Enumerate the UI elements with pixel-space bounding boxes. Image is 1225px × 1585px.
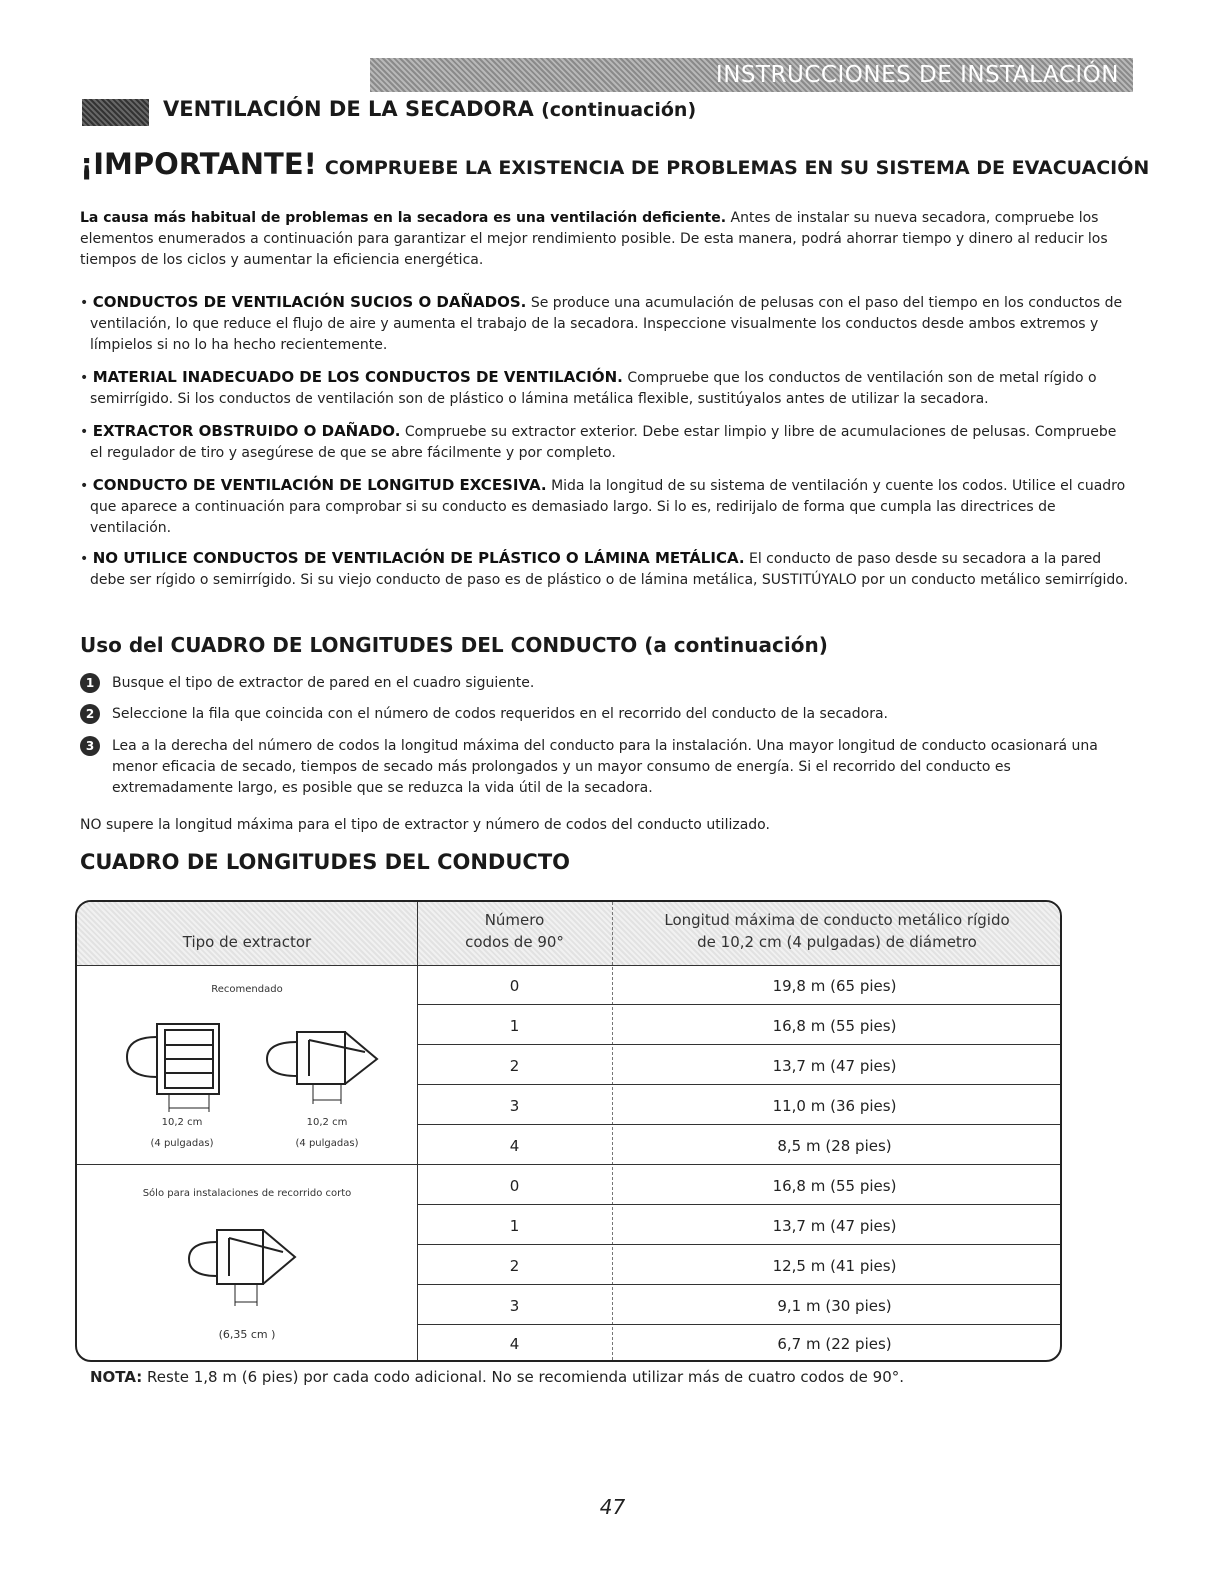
note-label: NOTA: <box>90 1368 143 1386</box>
short-run-hood-icon <box>177 1214 327 1314</box>
step-item <box>80 736 1100 799</box>
bullet-text: Se produce una acumulación de pelusas con el paso del tiempo en los conductos de ventilación, lo que reduce el flujo de aire y aumenta el trabajo de la secadora. Inspeccione visualmente los conductos desde ambos extremos y límpielos si no lo ha hecho recientemente. <box>90 295 1123 353</box>
header-divider <box>77 965 1060 966</box>
col-header-length-a: Longitud máxima de conducto metálico rígido <box>664 911 1010 929</box>
length-cell: 12,5 m (41 pies) <box>772 1257 897 1275</box>
elbows-cell: 2 <box>509 1257 520 1275</box>
length-cell: 13,7 m (47 pies) <box>772 1057 897 1075</box>
chart-title: CUADRO DE LONGITUDES DEL CONDUCTO <box>80 850 571 874</box>
step-text: Lea a la derecha del número de codos la longitud máxima del conducto para la instalación. Una mayor longitud de conducto ocasionará una menor eficacia de secado, tiempos de secado más prolongados y un mayor consumo de energía. Si el recorrido del conducto es extremadamente largo, es posible que se reduzca la vida útil de la secadora. <box>112 738 1098 796</box>
length-cell: 13,7 m (47 pies) <box>772 1217 897 1235</box>
note <box>90 1368 904 1386</box>
intro-text: Antes de instalar su nueva secadora, compruebe los elementos enumerados a continuación para garantizar el mejor rendimiento posible. De esta manera, podrá ahorrar tiempo y dinero al reducir los tiempos de los ciclos y aumentar la eficiencia energética. <box>80 210 1108 268</box>
dim-label: (4 pulgadas) <box>295 1138 359 1149</box>
section-marker <box>82 99 149 126</box>
row-divider <box>417 1084 1062 1085</box>
bullet-head: EXTRACTOR OBSTRUIDO O DAÑADO. <box>92 422 401 440</box>
louvered-hood-icon <box>117 1012 397 1132</box>
section-title-text: VENTILACIÓN DE LA SECADORA <box>163 97 534 121</box>
dim-label: (4 pulgadas) <box>150 1138 214 1149</box>
bullet-item: • CONDUCTO DE VENTILACIÓN DE LONGITUD EXCESIVA. Mida la longitud de su sistema de ventilación y cuente los codos. Utilice el cuadro que aparece a continuación para comprobar si su conducto es demasiado largo. Si lo es, redirijalo de forma que cumpla las directrices de ventilación. <box>80 476 1126 536</box>
elbows-cell: 4 <box>509 1137 520 1155</box>
section-title <box>163 97 696 121</box>
col-header-elbows-a: Número <box>484 911 545 929</box>
bullet-item: • NO UTILICE CONDUCTOS DE VENTILACIÓN DE PLÁSTICO O LÁMINA METÁLICA. El conducto de paso desde su secadora a la pared debe ser rígido o semirrígido. Si su viejo conducto de paso es de plástico o de lámina metálica, SUSTITÚYALO por un conducto metálico semirrígido. <box>80 549 1129 588</box>
length-cell: 16,8 m (55 pies) <box>772 1017 897 1035</box>
uso-title: Uso del CUADRO DE LONGITUDES DEL CONDUCTO <box>80 633 638 657</box>
intro-bold: La causa más habitual de problemas en la secadora es una ventilación deficiente. <box>80 210 727 226</box>
column-divider <box>417 902 418 1360</box>
intro-paragraph <box>80 208 1130 271</box>
page-number: 47 <box>599 1495 626 1519</box>
step-text: Seleccione la fila que coincida con el número de codos requeridos en el recorrido del conducto de la secadora. <box>112 706 888 722</box>
row-divider <box>417 1004 1062 1005</box>
length-cell: 8,5 m (28 pies) <box>777 1137 892 1155</box>
length-cell: 6,7 m (22 pies) <box>777 1335 892 1353</box>
dim-label: 10,2 cm <box>161 1117 203 1128</box>
step-number: 2 <box>80 704 100 724</box>
bullet-head: CONDUCTO DE VENTILACIÓN DE LONGITUD EXCESIVA. <box>92 476 547 494</box>
bullet-text: El conducto de paso desde su secadora a la pared debe ser rígido o semirrígido. Si su viejo conducto de paso es de plástico o de lámina metálica, SUSTITÚYALO por un conducto metálico semirrígido. <box>90 551 1129 588</box>
bullet-text: Mida la longitud de su sistema de ventilación y cuente los codos. Utilice el cuadro que aparece a continuación para comprobar si su conducto es demasiado largo. Si lo es, redirijalo de forma que cumpla las directrices de ventilación. <box>90 478 1126 536</box>
bullet-text: Compruebe su extractor exterior. Debe estar limpio y libre de acumulaciones de pelusas. Compruebe el regulador de tiro y asegúrese de que se abre fácilmente y por completo. <box>90 424 1117 461</box>
important-label: ¡IMPORTANTE! <box>80 147 317 181</box>
note-text: Reste 1,8 m (6 pies) por cada codo adicional. No se recomienda utilizar más de cuatro codos de 90°. <box>147 1368 905 1386</box>
bullet-item: • EXTRACTOR OBSTRUIDO O DAÑADO. Compruebe su extractor exterior. Debe estar limpio y libre de acumulaciones de pelusas. Compruebe el regulador de tiro y asegúrese de que se abre fácilmente y por completo. <box>80 422 1117 461</box>
col-header-type: Tipo de extractor <box>182 933 312 951</box>
bullet-head: NO UTILICE CONDUCTOS DE VENTILACIÓN DE PLÁSTICO O LÁMINA METÁLICA. <box>92 549 745 567</box>
row-divider <box>417 1124 1062 1125</box>
uso-heading <box>80 633 828 657</box>
length-cell: 16,8 m (55 pies) <box>772 1177 897 1195</box>
dim-label: (6,35 cm ) <box>218 1328 276 1341</box>
row-divider <box>417 1324 1062 1325</box>
elbows-cell: 0 <box>509 977 520 995</box>
elbows-cell: 2 <box>509 1057 520 1075</box>
length-cell: 19,8 m (65 pies) <box>772 977 897 995</box>
important-heading <box>80 147 1149 181</box>
dim-label: 10,2 cm <box>306 1117 348 1128</box>
duct-length-table <box>75 900 1062 1362</box>
section-title-cont: (continuación) <box>541 99 697 121</box>
row-divider <box>417 1204 1062 1205</box>
group2-label: Sólo para instalaciones de recorrido corto <box>142 1188 352 1199</box>
column-divider <box>612 902 613 1360</box>
warning-text: NO supere la longitud máxima para el tipo de extractor y número de codos del conducto utilizado. <box>80 817 770 833</box>
elbows-cell: 3 <box>509 1297 520 1315</box>
group1-label: Recomendado <box>211 984 283 995</box>
length-cell: 11,0 m (36 pies) <box>772 1097 897 1115</box>
elbows-cell: 0 <box>509 1177 520 1195</box>
bullet-head: CONDUCTOS DE VENTILACIÓN SUCIOS O DAÑADOS. <box>92 293 527 311</box>
row-divider <box>417 1284 1062 1285</box>
uso-title-cont: (a continuación) <box>644 633 828 657</box>
bullet-item: • MATERIAL INADECUADO DE LOS CONDUCTOS DE VENTILACIÓN. Compruebe que los conductos de ventilación son de metal rígido o semirrígido. Si los conductos de ventilación son de plástico o lámina metálica flexible, sustitúyalos antes de utilizar la secadora. <box>80 368 1097 407</box>
step-number: 1 <box>80 673 100 693</box>
bullet-item: • CONDUCTOS DE VENTILACIÓN SUCIOS O DAÑADOS. Se produce una acumulación de pelusas con el paso del tiempo en los conductos de ventilación, lo que reduce el flujo de aire y aumenta el trabajo de la secadora. Inspeccione visualmente los conductos desde ambos extremos y límpielos si no lo ha hecho recientemente. <box>80 293 1123 353</box>
important-text: COMPRUEBE LA EXISTENCIA DE PROBLEMAS EN SU SISTEMA DE EVACUACIÓN <box>324 157 1150 179</box>
bullet-head: MATERIAL INADECUADO DE LOS CONDUCTOS DE VENTILACIÓN. <box>92 368 623 386</box>
group-divider <box>77 1164 1060 1165</box>
elbows-cell: 4 <box>509 1335 520 1353</box>
length-cell: 9,1 m (30 pies) <box>777 1297 892 1315</box>
section-banner: INSTRUCCIONES DE INSTALACIÓN <box>370 58 1133 92</box>
elbows-cell: 1 <box>509 1017 520 1035</box>
step-number: 3 <box>80 736 100 756</box>
step-item <box>80 704 1100 725</box>
bullet-text: Compruebe que los conductos de ventilación son de metal rígido o semirrígido. Si los conductos de ventilación son de plástico o lámina metálica flexible, sustitúyalos antes de utilizar la secadora. <box>90 370 1097 407</box>
elbows-cell: 1 <box>509 1217 520 1235</box>
col-header-length-b: de 10,2 cm (4 pulgadas) de diámetro <box>697 933 977 951</box>
step-text: Busque el tipo de extractor de pared en el cuadro siguiente. <box>112 675 535 691</box>
row-divider <box>417 1244 1062 1245</box>
step-item <box>80 673 1100 694</box>
col-header-elbows-b: codos de 90° <box>465 933 564 951</box>
elbows-cell: 3 <box>509 1097 520 1115</box>
row-divider <box>417 1044 1062 1045</box>
